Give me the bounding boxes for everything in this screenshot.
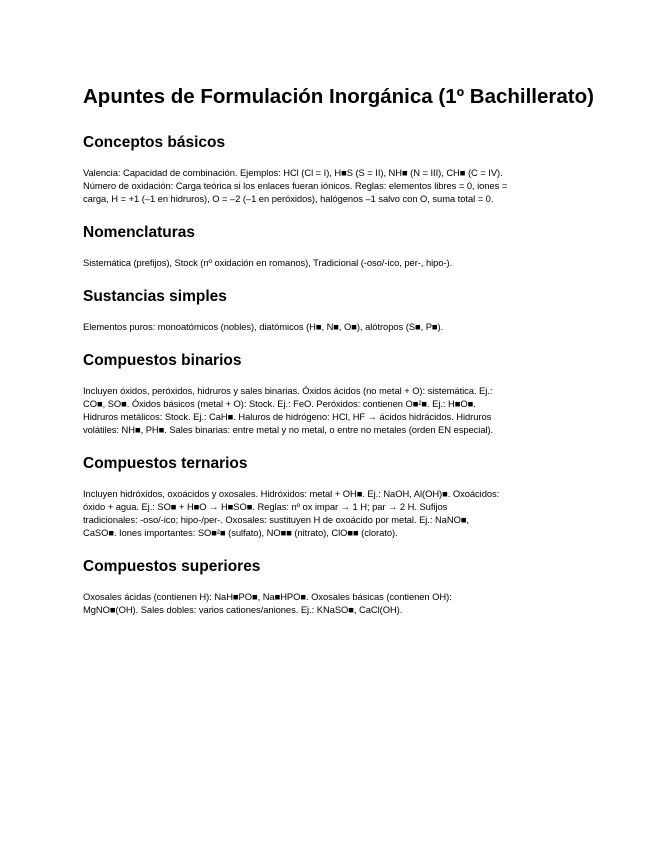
body-line: CaSO■. Iones importantes: SO■²■ (sulfato), NO■■ (nitrato), ClO■■ (clorato). [83, 527, 398, 538]
body-line: Incluyen hidróxidos, oxoácidos y oxosales. Hidróxidos: metal + OH■. Ej.: NaOH, Al(OH)■. Oxoácidos: [83, 488, 500, 499]
section-heading: Conceptos básicos [83, 134, 226, 151]
body-line: Hidruros metálicos: Stock. Ej.: CaH■. Haluros de hidrógeno: HCl, HF → ácidos hidrácidos. Hidruros [83, 411, 492, 422]
section-heading: Sustancias simples [83, 288, 227, 305]
section-nomenclaturas [83, 223, 575, 269]
body-line: Incluyen óxidos, peróxidos, hidruros y sales binarias. Óxidos ácidos (no metal + O): sistemática. Ej.: [83, 385, 493, 396]
document-page [83, 83, 594, 634]
section-heading: Nomenclaturas [83, 224, 195, 241]
body-line: Sistemática (prefijos), Stock (nº oxidación en romanos), Tradicional (-oso/-ico, per-, hipo-). [83, 257, 453, 268]
body-line: Elementos puros: monoatómicos (nobles), diatómicos (H■, N■, O■), alótropos (S■, P■). [83, 321, 444, 332]
section-body [83, 256, 575, 269]
section-compuestos-superiores [83, 557, 575, 616]
body-line: óxido + agua. Ej.: SO■ + H■O → H■SO■. Reglas: nº ox impar → 1 H; par → 2 H. Sufijos [83, 501, 448, 512]
section-body [83, 590, 575, 616]
section-heading: Compuestos ternarios [83, 455, 248, 472]
body-line: MgNO■(OH). Sales dobles: varios cationes/aniones. Ej.: KNaSO■, CaCl(OH). [83, 604, 403, 615]
section-conceptos-basicos [83, 133, 575, 205]
section-body [83, 166, 575, 205]
body-line: carga, H = +1 (–1 en hidruros), O = –2 (–1 en peróxidos), halógenos –1 salvo con O, suma total = 0. [83, 193, 494, 204]
section-body [83, 487, 575, 539]
section-compuestos-binarios [83, 351, 575, 436]
document-title: Apuntes de Formulación Inorgánica (1º Bachillerato) [83, 85, 594, 108]
section-body [83, 320, 575, 333]
body-line: Valencia: Capacidad de combinación. Ejemplos: HCl (Cl = I), H■S (S = II), NH■ (N = III), CH■ (C = IV). [83, 167, 503, 178]
body-line: Oxosales ácidas (contienen H): NaH■PO■, Na■HPO■. Oxosales básicas (contienen OH): [83, 591, 452, 602]
body-line: tradicionales: -oso/-ico; hipo-/per-. Oxosales: sustituyen H de oxoácido por metal. Ej.: NaNO■, [83, 514, 469, 525]
section-body [83, 384, 575, 436]
body-line: CO■, SO■. Óxidos básicos (metal + O): Stock. Ej.: FeO. Peróxidos: contienen O■²■. Ej.: H■O■. [83, 398, 476, 409]
section-heading: Compuestos superiores [83, 558, 261, 575]
section-heading: Compuestos binarios [83, 352, 242, 369]
section-sustancias-simples [83, 287, 575, 333]
body-line: Número de oxidación: Carga teórica si los enlaces fueran iónicos. Reglas: elementos libres = 0, iones = [83, 180, 508, 191]
body-line: volátiles: NH■, PH■. Sales binarias: entre metal y no metal, o entre no metales (orden EN especial). [83, 424, 494, 435]
section-compuestos-ternarios [83, 454, 575, 539]
